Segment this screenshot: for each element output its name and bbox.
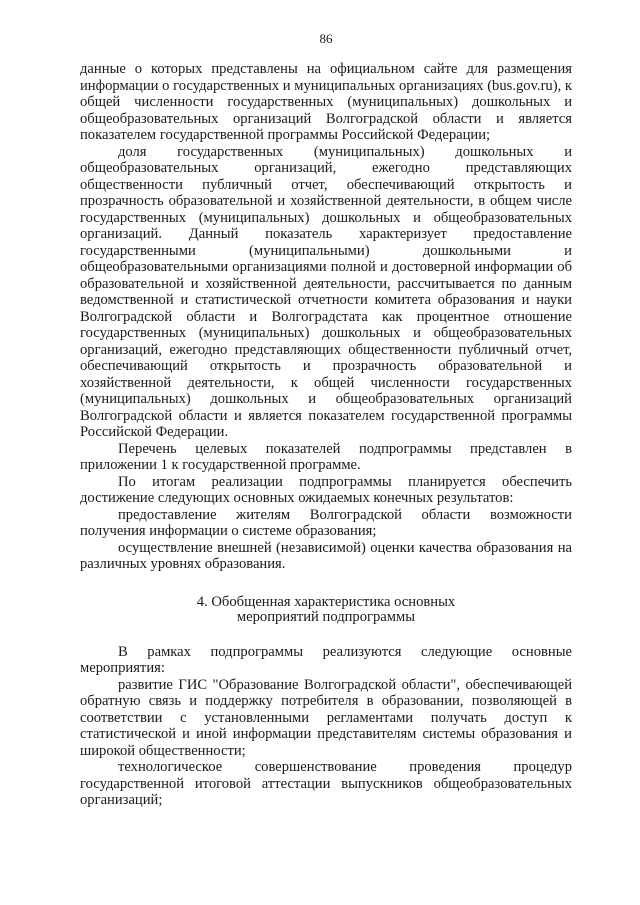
paragraph-public-report-share: доля государственных (муниципальных) дошкольных и общеобразовательных организаций, ежегодно представляющих общественности публичный отчет, обеспечивающий открытость и прозрачность образовательной и хозяйственной деятельности, в общем числе государственных (муниципальных) дошкольных и общеобразовательных организаций. Данный показатель характеризует предоставление государственными (муниципальными) дошкольными и общеобразовательными организациями полной и достоверной информации об образовательной и хозяйственной деятельности, рассчитывается по данным ведомственной и статистической отчетности комитета образования и науки Волгоградской области и Волгоградстата как процентное отношение государственных (муниципальных) дошкольных и общеобразовательных организаций, ежегодно представляющих общественности публичный отчет, обеспечивающий открытость и прозрачность образовательной и хозяйственной деятельности, к общей численности государственных (муниципальных) дошкольных и общеобразовательных организаций Волгоградской области и является показателем государственной программы Российской Федерации. [80, 143, 572, 440]
paragraph-activity-state-attestation: технологическое совершенствование проведения процедур государственной итоговой аттестации выпускников общеобразовательных организаций; [80, 759, 572, 808]
section-heading [80, 595, 572, 625]
section-heading-line-2: мероприятий подпрограммы [236, 608, 416, 625]
paragraph-result-information-access: предоставление жителям Волгоградской области возможности получения информации о системе образования; [80, 506, 572, 539]
document-body [80, 61, 572, 809]
paragraph-expected-results-intro: По итогам реализации подпрограммы планируется обеспечить достижение следующих основных ожидаемых конечных результатов: [80, 473, 572, 506]
page-number: 86 [319, 31, 333, 46]
paragraph-main-activities-intro: В рамках подпрограммы реализуются следующие основные мероприятия: [80, 643, 572, 676]
paragraph-result-external-assessment: осуществление внешней (независимой) оценки качества образования на различных уровнях образования. [80, 539, 572, 572]
section-heading-line-1: 4. Обобщенная характеристика основных [196, 593, 456, 610]
paragraph-indicator-list: Перечень целевых показателей подпрограммы представлен в приложении 1 к государственной программе. [80, 440, 572, 473]
paragraph-bus-gov-indicator: данные о которых представлены на официальном сайте для размещения информации о государственных и муниципальных организациях (bus.gov.ru), к общей численности государственных (муниципальных) дошкольных и общеобразовательных организаций Волгоградской области и является показателем государственной программы Российской Федерации; [80, 61, 572, 143]
paragraph-activity-gis-development: развитие ГИС "Образование Волгоградской области", обеспечивающей обратную связь и поддержку потребителя в образовании, позволяющей в соответствии с установленными регламентами получать доступ к статистической и иной информации представителям системы образования и широкой общественности; [80, 676, 572, 759]
